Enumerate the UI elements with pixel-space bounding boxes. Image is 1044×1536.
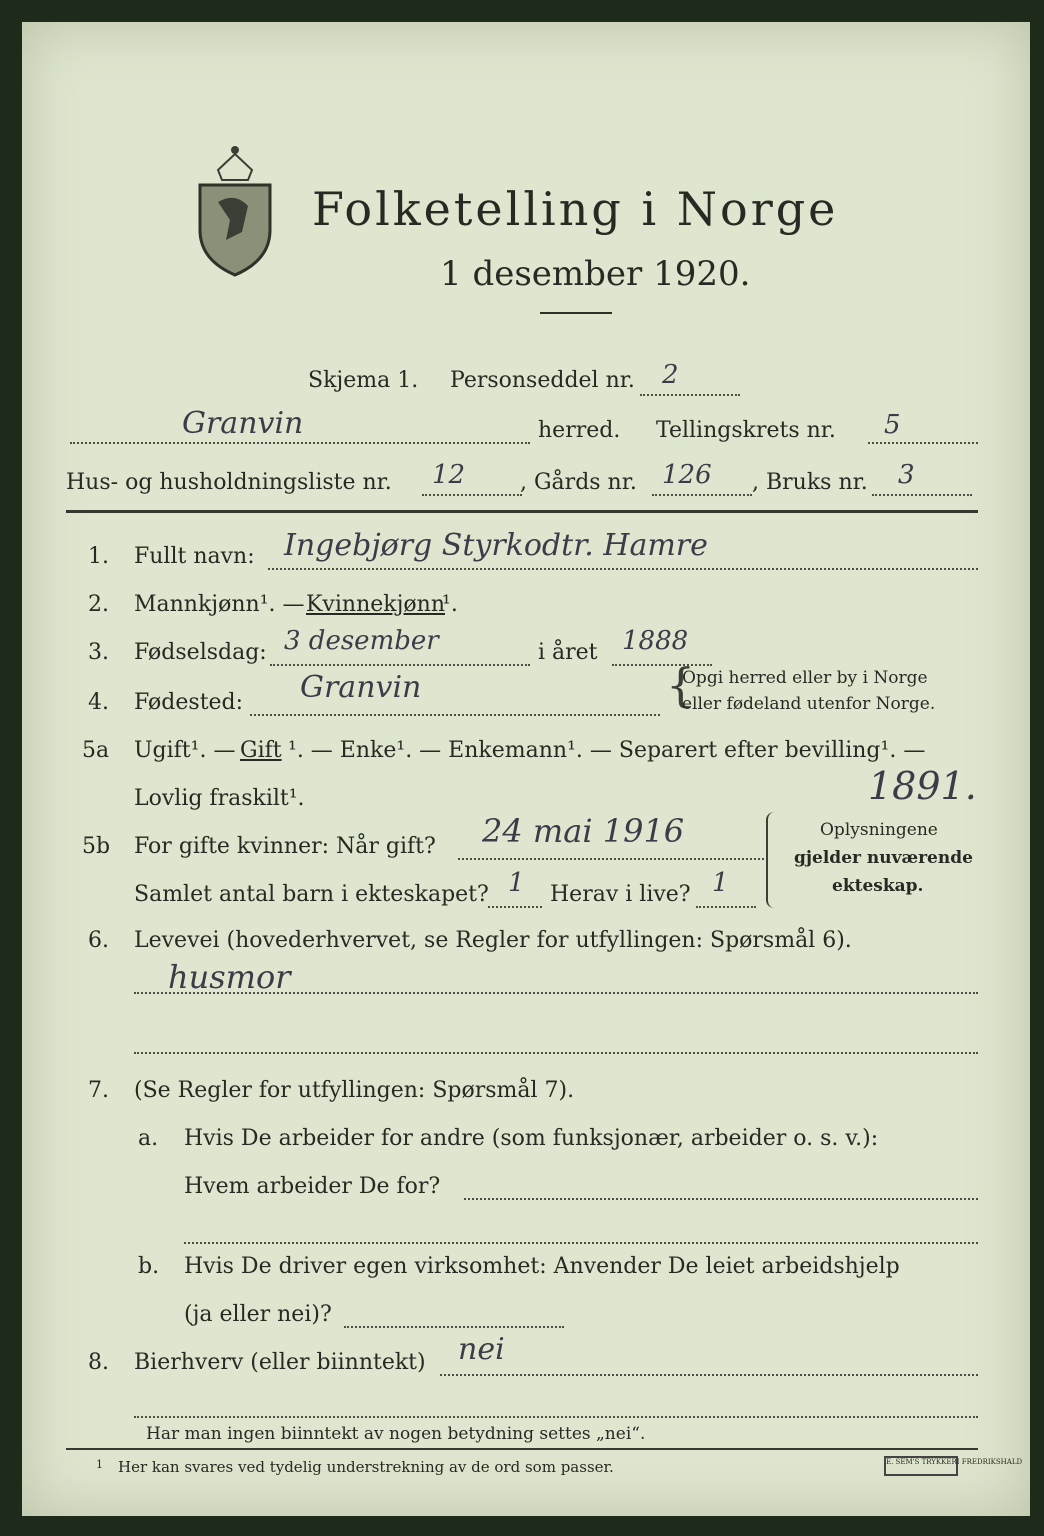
q6-label: Levevei (hovederhvervet, se Regler for utfyllingen: Spørsmål 6). (134, 928, 852, 953)
q5b-when-value: 24 mai 1916 (482, 812, 685, 850)
q5b-alive-label: Herav i live? (550, 882, 691, 907)
form-title: Folketelling i Norge (312, 182, 839, 236)
q7a-line2 (184, 1242, 978, 1244)
norwegian-coat-of-arms-icon (190, 140, 280, 280)
q5b-brace (766, 812, 778, 908)
q3-label: Fødselsdag: (134, 640, 267, 665)
q5a-married-underlined: Gift (240, 738, 282, 763)
q4-number: 4. (88, 690, 109, 715)
personseddel-label: Personseddel nr. (450, 368, 635, 393)
bruks-line (872, 494, 972, 496)
q3-number: 3. (88, 640, 109, 665)
q8-label: Bierhverv (eller biinntekt) (134, 1350, 426, 1375)
q7-label: (Se Regler for utfyllingen: Spørsmål 7). (134, 1078, 575, 1103)
q7a-text: Hvis De arbeider for andre (som funksjonær, arbeider o. s. v.): (184, 1126, 879, 1151)
q3-birthday: 3 desember (284, 626, 439, 656)
footer-rule (66, 1448, 978, 1450)
gards-label: , Gårds nr. (520, 470, 637, 495)
herred-value: Granvin (182, 406, 304, 441)
tellingskrets-label: Tellingskrets nr. (656, 418, 836, 443)
q6-occupation: husmor (168, 958, 291, 996)
q5a-number: 5a (82, 738, 110, 763)
q2-footnote-mark: ¹. (442, 592, 458, 617)
q3-line (270, 664, 530, 666)
q4-brace: { (666, 658, 696, 712)
q1-full-name: Ingebjørg Styrkodtr. Hamre (284, 528, 708, 563)
q5b-number: 5b (82, 834, 111, 859)
footer-note: Har man ingen biinntekt av nogen betydning settes „nei“. (146, 1424, 646, 1444)
q7a-letter: a. (138, 1126, 159, 1151)
q1-number: 1. (88, 544, 109, 569)
q7b-line (344, 1326, 564, 1328)
q8-value: nei (458, 1332, 505, 1367)
gards-value: 126 (662, 460, 712, 490)
q5b-note-line2: gjelder nuværende (794, 848, 973, 868)
q4-note-line2: eller fødeland utenfor Norge. (682, 694, 936, 714)
q7b-letter: b. (138, 1254, 160, 1279)
tellingskrets-line (868, 442, 978, 444)
q5b-alive-line (696, 906, 756, 908)
q7a-line1 (464, 1198, 978, 1200)
census-date: 1 desember 1920. (440, 254, 751, 294)
q5b-children-value: 1 (508, 868, 525, 898)
herred-line (70, 442, 530, 444)
q5b-children-line (488, 906, 542, 908)
q6-line1 (134, 992, 978, 994)
footnote-number: 1 (96, 1458, 103, 1471)
census-form (22, 22, 1030, 1516)
q6-line2 (134, 1052, 978, 1054)
q5b-children-label: Samlet antal barn i ekteskapet? (134, 882, 489, 907)
q8-number: 8. (88, 1350, 109, 1375)
hus-value: 12 (432, 460, 466, 490)
q5a-options: ¹. — Enke¹. — Enkemann¹. — Separert efter bevilling¹. — (288, 738, 926, 763)
q7-number: 7. (88, 1078, 109, 1103)
q2-male: Mannkjønn¹. — (134, 592, 305, 617)
q5a-divorced: Lovlig fraskilt¹. (134, 786, 305, 811)
personseddel-line (640, 394, 740, 396)
q4-line (250, 714, 660, 716)
footnote-text: Her kan svares ved tydelig understrekning av de ord som passer. (118, 1458, 614, 1476)
q5b-when-line (458, 858, 768, 860)
hus-label: Hus- og husholdningsliste nr. (66, 470, 392, 495)
bruks-label: , Bruks nr. (752, 470, 868, 495)
bruks-value: 3 (898, 460, 915, 490)
q1-label: Fullt navn: (134, 544, 255, 569)
hus-line (422, 494, 522, 496)
skjema-label: Skjema 1. (308, 368, 419, 393)
q5b-note-line3: ekteskap. (832, 876, 924, 896)
q4-birthplace: Granvin (300, 670, 422, 705)
q5b-note-line1: Oplysningene (820, 820, 938, 840)
section-rule (66, 510, 978, 513)
q5b-alive-value: 1 (712, 868, 729, 898)
q8-line2 (134, 1416, 978, 1418)
q4-note-line1: Opgi herred eller by i Norge (682, 668, 928, 688)
q8-line (440, 1374, 978, 1376)
q3-year-label: i året (538, 640, 598, 665)
gards-line (652, 494, 752, 496)
q7b-text: Hvis De driver egen virksomhet: Anvender De leiet arbeidshjelp (184, 1254, 900, 1279)
q5a-margin-note: 1891. (868, 764, 977, 808)
q6-number: 6. (88, 928, 109, 953)
q5b-when-label: For gifte kvinner: Når gift? (134, 834, 436, 859)
printer-stamp: E. SEM'S TRYKKERI FREDRIKSHALD (884, 1456, 958, 1476)
divider (540, 312, 612, 314)
q7b-question: (ja eller nei)? (184, 1302, 332, 1327)
q3-year-line (612, 664, 712, 666)
q7a-question: Hvem arbeider De for? (184, 1174, 441, 1199)
tellingskrets-value: 5 (884, 410, 901, 440)
q5a-unmarried: Ugift¹. — (134, 738, 236, 763)
personseddel-value: 2 (662, 360, 679, 390)
q2-number: 2. (88, 592, 109, 617)
q4-label: Fødested: (134, 690, 244, 715)
q3-year: 1888 (622, 626, 689, 656)
q2-female-underlined: Kvinnekjønn (306, 592, 445, 617)
herred-label: herred. (538, 418, 621, 443)
q1-line (268, 568, 978, 570)
